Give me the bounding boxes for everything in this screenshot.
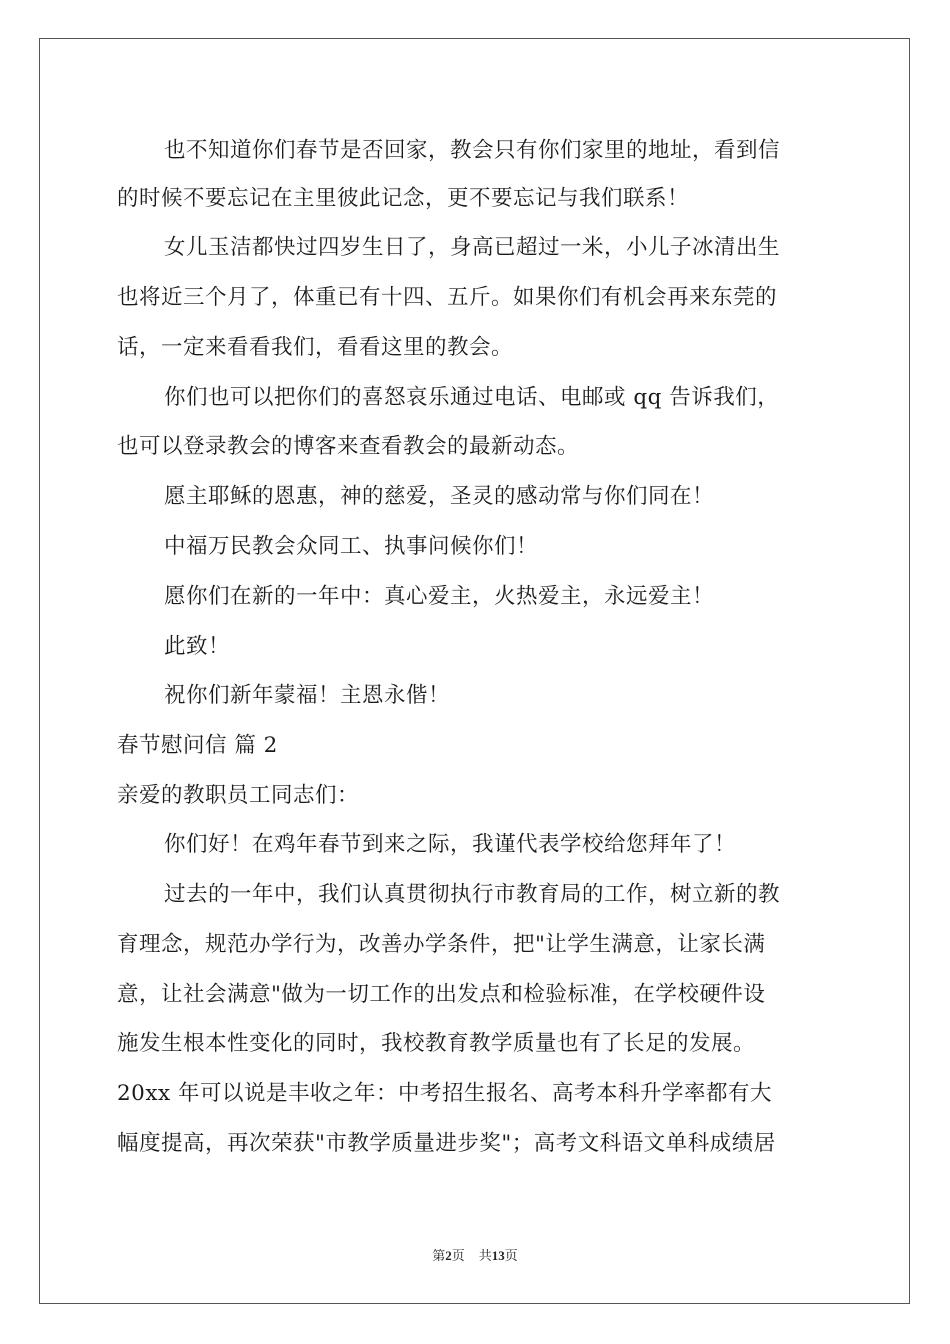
paragraph-line: 你们好！在鸡年春节到来之际，我谨代表学校给您拜年了！ — [164, 832, 737, 857]
paragraph-line: 也将近三个月了，体重已有十四、五斤。如果你们有机会再来东莞的 — [117, 285, 778, 310]
paragraph-line: 幅度提高，再次荣获"市教学质量进步奖"；高考文科语文单科成绩居 — [117, 1131, 776, 1156]
paragraph-line: 此致！ — [164, 634, 231, 659]
paragraph-line: 祝你们新年蒙福！主恩永偕！ — [164, 683, 451, 708]
page-footer — [0, 1245, 950, 1264]
total-suffix: 页 — [504, 1248, 518, 1263]
page-number: 2 — [445, 1248, 452, 1263]
paragraph-line: 意，让社会满意"做为一切工作的出发点和检验标准，在学校硬件设 — [117, 982, 766, 1007]
paragraph-line: 育理念，规范办学行为，改善办学条件，把"让学生满意，让家长满 — [117, 932, 766, 957]
total-pages: 13 — [491, 1248, 505, 1263]
total-prefix: 共 — [478, 1248, 492, 1263]
paragraph-line: 施发生根本性变化的同时，我校教育教学质量也有了长足的发展。 — [117, 1031, 756, 1056]
salutation: 亲爱的教职员工同志们： — [117, 783, 360, 808]
paragraph-line: 的时候不要忘记在主里彼此记念，更不要忘记与我们联系！ — [117, 186, 690, 211]
paragraph-line: 女儿玉洁都快过四岁生日了，身高已超过一米，小儿子冰清出生 — [164, 235, 781, 260]
paragraph-line: 你们也可以把你们的喜怒哀乐通过电话、电邮或 qq 告诉我们， — [164, 385, 780, 410]
page-frame — [39, 38, 910, 1304]
paragraph-line: 也不知道你们春节是否回家，教会只有你们家里的地址，看到信 — [164, 138, 781, 163]
section-heading: 春节慰问信 篇 2 — [117, 733, 278, 758]
paragraph-line: 中福万民教会众同工、执事问候你们！ — [164, 534, 539, 559]
paragraph-line: 愿你们在新的一年中：真心爱主，火热爱主，永远爱主！ — [164, 584, 715, 609]
paragraph-line: 话，一定来看看我们，看看这里的教会。 — [117, 335, 514, 360]
paragraph-line: 也可以登录教会的博客来查看教会的最新动态。 — [117, 434, 580, 459]
paragraph-line: 愿主耶稣的恩惠，神的慈爱，圣灵的感动常与你们同在！ — [164, 484, 715, 509]
paragraph-line: 20xx 年可以说是丰收之年：中考招生报名、高考本科升学率都有大 — [117, 1081, 772, 1106]
paragraph-line: 过去的一年中，我们认真贯彻执行市教育局的工作，树立新的教 — [164, 882, 781, 907]
page-prefix: 第 — [432, 1248, 446, 1263]
page-suffix: 页 — [451, 1248, 465, 1263]
